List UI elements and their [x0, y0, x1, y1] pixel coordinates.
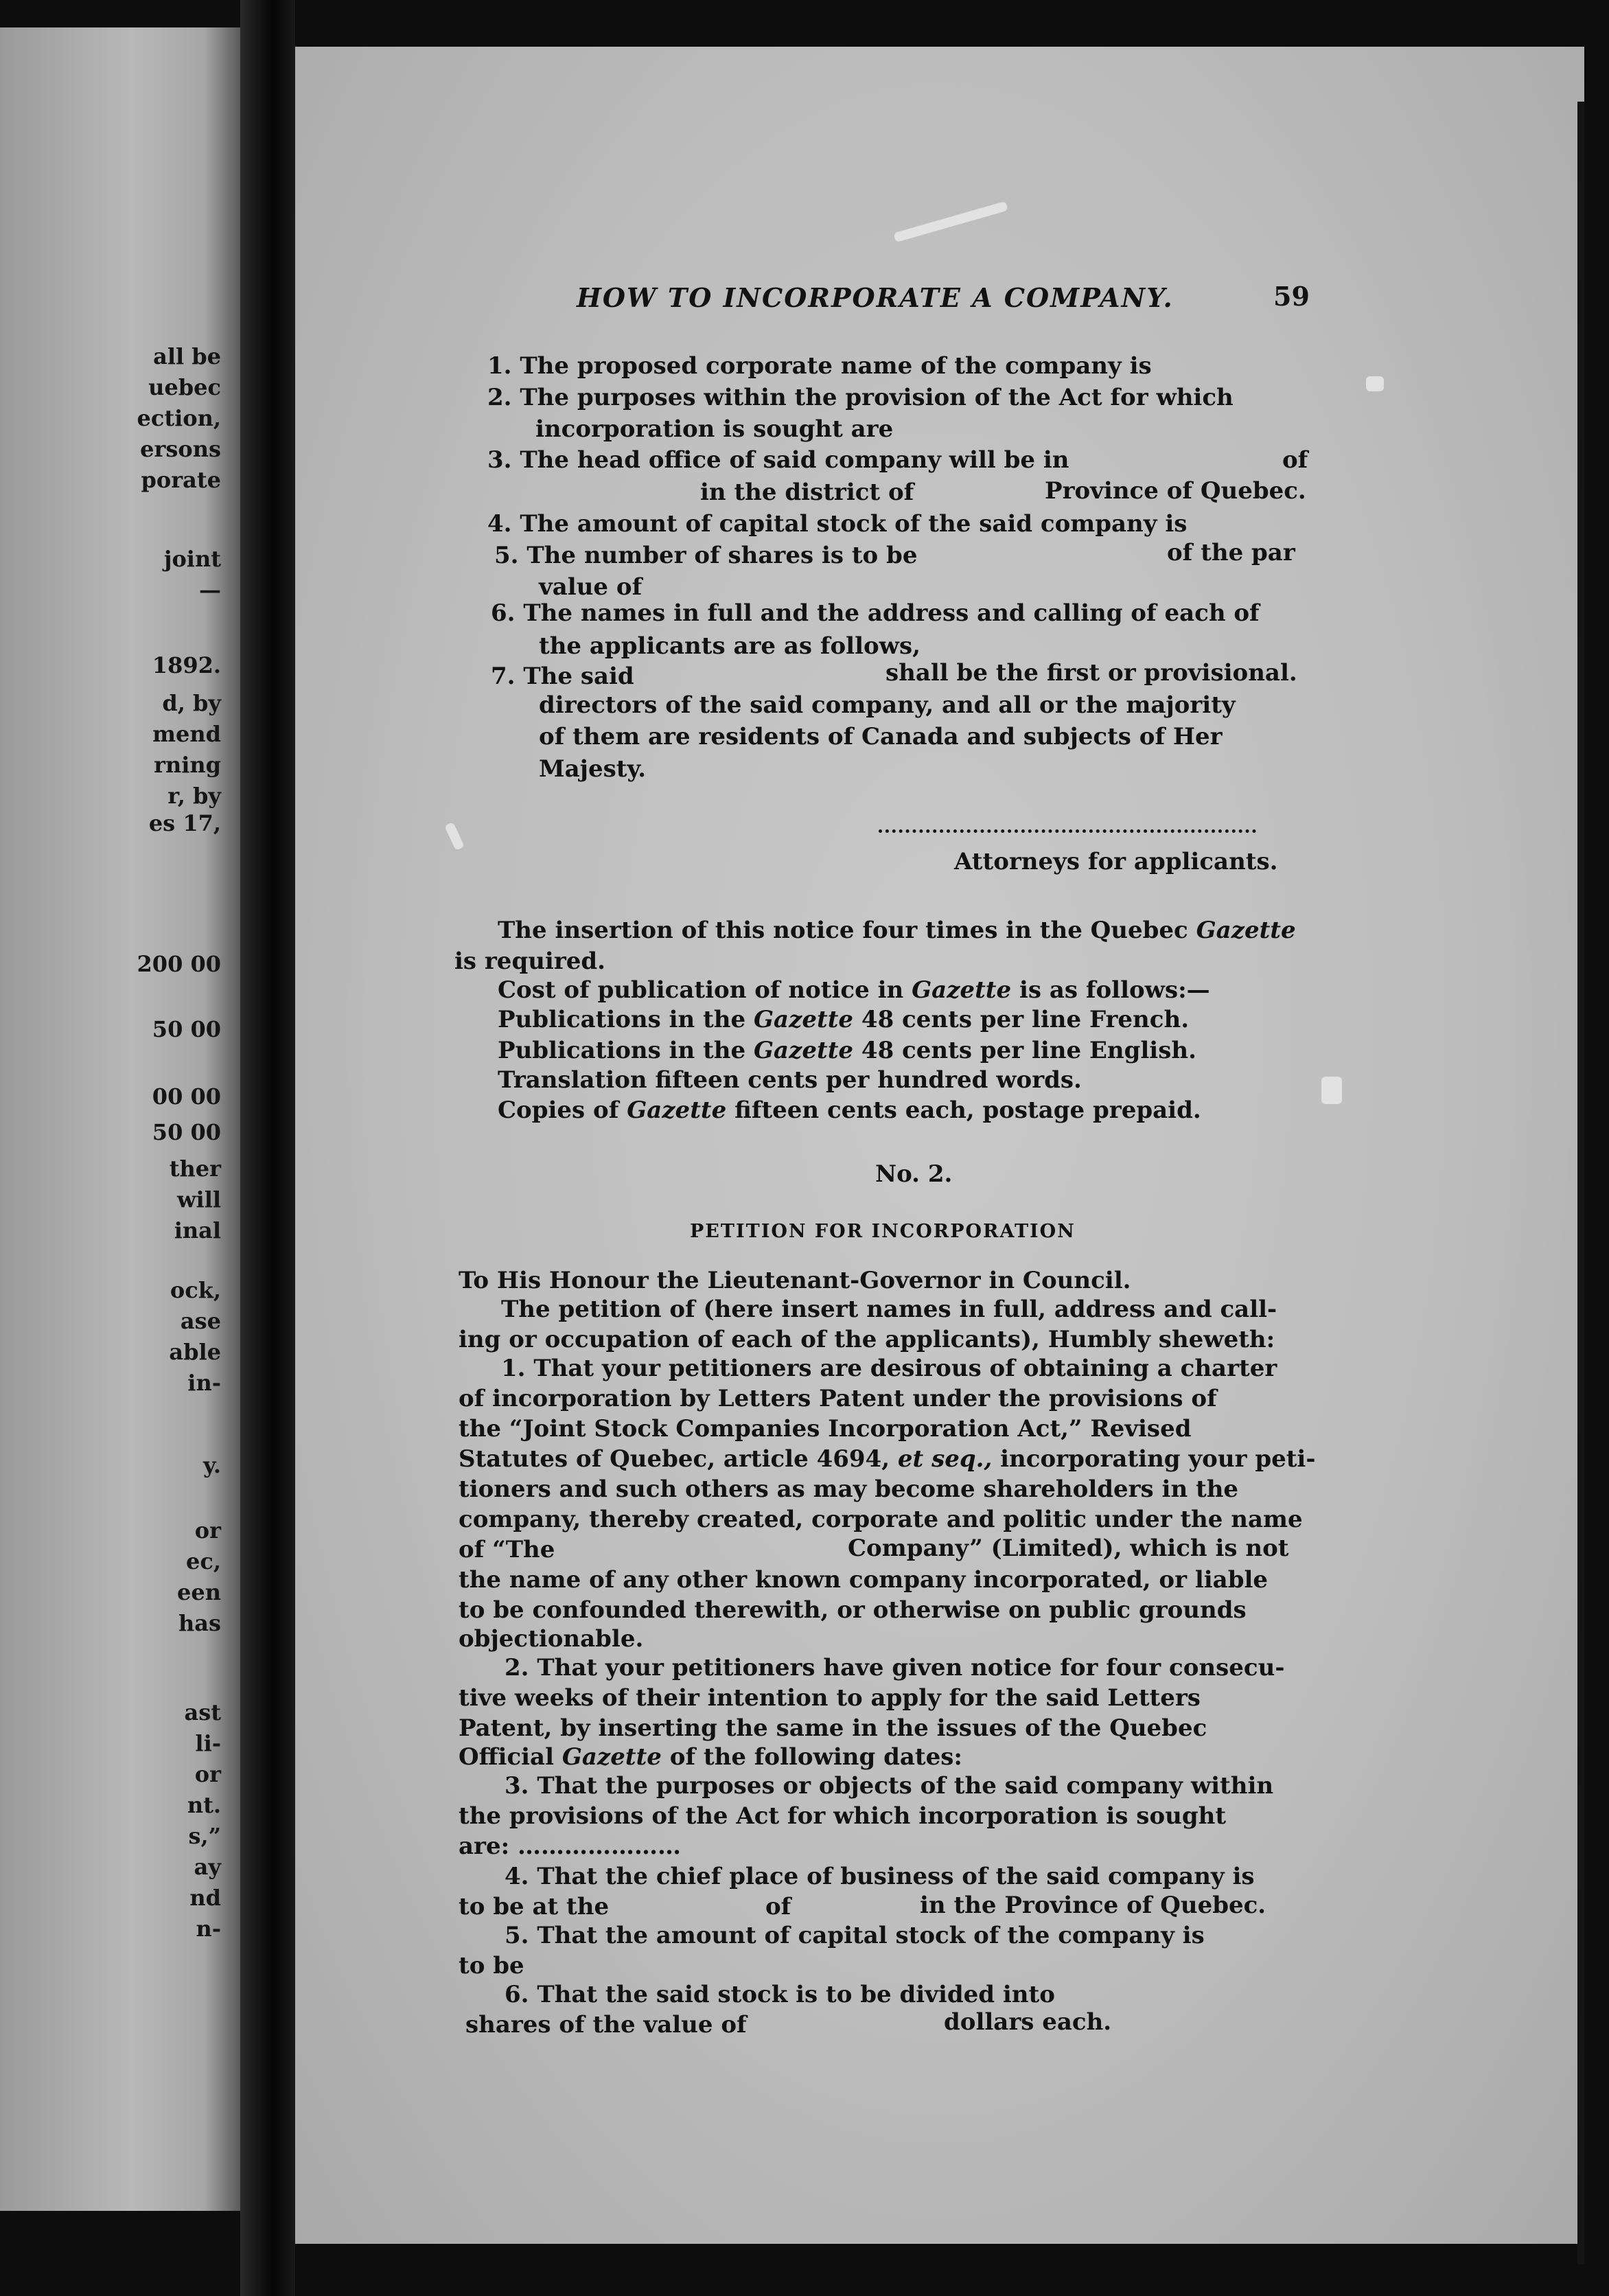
notice-item-2-cont: incorporation is sought are	[535, 415, 894, 443]
notice-item-7-line4: Majesty.	[539, 755, 647, 783]
notice-item-7-line2: directors of the said company, and all or the majority	[539, 691, 1236, 719]
facing-page-line: ast	[184, 1699, 221, 1725]
facing-page-line: has	[178, 1610, 221, 1636]
facing-page-line: ock,	[170, 1277, 221, 1303]
page-number: 59	[1273, 281, 1310, 312]
notice-item-7-line3: of them are residents of Canada and subjects of Her	[539, 723, 1223, 750]
facing-page-line: ay	[194, 1854, 221, 1880]
facing-page-line: een	[177, 1579, 221, 1605]
notice-item-5: 5. The number of shares is to be	[494, 542, 918, 569]
notice-item-2: 2. The purposes within the provision of the Act for which	[487, 384, 1234, 411]
notice-item-4: 4. The amount of capital stock of the said company is	[487, 510, 1188, 538]
facing-page-line: ther	[169, 1156, 221, 1182]
petition-line: 3. That the purposes or objects of the said company within	[505, 1772, 1274, 1800]
petition-line: ing or occupation of each of the applicants), Humbly sheweth:	[459, 1326, 1275, 1353]
facing-page-line: joint	[163, 546, 221, 572]
book-gutter	[240, 0, 295, 2296]
facing-page-line: in-	[187, 1370, 221, 1396]
section-number: No. 2.	[875, 1160, 953, 1188]
facing-page-line: 50 00	[152, 1119, 221, 1145]
petition-line: the provisions of the Act for which incorporation is sought	[459, 1802, 1227, 1830]
english-rate: Publications in the Gazette 48 cents per line English.	[498, 1037, 1196, 1064]
facing-page-line: ersons	[140, 436, 221, 462]
facing-page-line: nd	[189, 1885, 221, 1911]
notice-item-5-par: of the par	[1167, 539, 1295, 566]
section-title: PETITION FOR INCORPORATION	[690, 1221, 1076, 1242]
facing-page-line: li-	[195, 1730, 221, 1756]
paper-scuff	[444, 822, 465, 851]
notice-item-6-cont: the applicants are as follows,	[539, 632, 921, 660]
insertion-notice: The insertion of this notice four times in the Quebec Gazette	[498, 917, 1296, 944]
french-rate: Publications in the Gazette 48 cents per line French.	[498, 1006, 1190, 1033]
facing-page-line: n-	[196, 1916, 221, 1942]
petition-line: company, thereby created, corporate and politic under the name	[459, 1506, 1303, 1533]
cost-line: Cost of publication of notice in Gazette is as follows:—	[498, 976, 1210, 1004]
paper-scuff	[1366, 376, 1384, 391]
petition-line: of	[765, 1893, 791, 1920]
facing-page-line: r, by	[167, 783, 221, 809]
petition-line: 5. That the amount of capital stock of the company is	[505, 1922, 1205, 1949]
facing-page-line: 200 00	[137, 951, 221, 977]
petition-line: 4. That the chief place of business of the said company is	[505, 1863, 1255, 1890]
petition-line: tioners and such others as may become shareholders in the	[459, 1476, 1239, 1503]
facing-page-line: all be	[153, 343, 221, 369]
facing-page-line: nt.	[187, 1792, 221, 1818]
petition-line: shares of the value of	[465, 2011, 747, 2039]
petition-line: The petition of (here insert names in full, address and call-	[501, 1296, 1277, 1323]
book-page	[295, 47, 1584, 2244]
facing-page-line: y.	[202, 1452, 221, 1478]
facing-page-line: ection,	[137, 405, 221, 431]
paper-scuff	[1321, 1077, 1342, 1104]
petition-line: to be	[459, 1952, 524, 1979]
notice-item-3-cont: in the district of	[700, 479, 914, 506]
facing-page-fragment	[0, 27, 240, 2211]
facing-page-line: —	[199, 577, 221, 603]
facing-page-line: porate	[141, 467, 221, 493]
petition-line: the “Joint Stock Companies Incorporation Act,” Revised	[459, 1415, 1192, 1443]
facing-page-line: or	[194, 1517, 221, 1543]
petition-line: to be at the	[459, 1893, 610, 1920]
facing-page-line: uebec	[148, 374, 221, 400]
petition-line: 2. That your petitioners have given notice for four consecu-	[505, 1654, 1285, 1681]
notice-item-3-province: Province of Quebec.	[1045, 477, 1306, 505]
copies-rate: Copies of Gazette fifteen cents each, postage prepaid.	[498, 1097, 1201, 1124]
petition-line: are: …………………	[459, 1833, 681, 1860]
facing-page-line: 50 00	[152, 1016, 221, 1042]
petition-line: objectionable.	[459, 1625, 644, 1653]
petition-line: Company” (Limited), which is not	[848, 1535, 1289, 1562]
facing-page-line: ec,	[186, 1548, 221, 1574]
running-title: HOW TO INCORPORATE A COMPANY.	[577, 282, 1174, 313]
facing-page-line: es 17,	[148, 810, 221, 836]
facing-page-line: 1892.	[152, 652, 221, 678]
page-edge	[1577, 102, 1584, 2264]
petition-line: the name of any other known company incorporated, or liable	[459, 1566, 1269, 1594]
facing-page-line: 00 00	[152, 1083, 221, 1110]
facing-page-line: able	[169, 1339, 221, 1365]
petition-line: in the Province of Quebec.	[920, 1892, 1266, 1919]
facing-page-line: ase	[180, 1308, 221, 1334]
petition-address: To His Honour the Lieutenant-Governor in Council.	[459, 1267, 1131, 1294]
petition-line: of incorporation by Letters Patent under the provisions of	[459, 1385, 1217, 1412]
notice-item-6: 6. The names in full and the address and calling of each of	[491, 599, 1260, 627]
notice-item-5-cont: value of	[539, 573, 643, 601]
petition-line: tive weeks of their intention to apply for the said Letters	[459, 1684, 1201, 1712]
petition-line: of “The	[459, 1536, 555, 1563]
signature-line	[879, 829, 1256, 833]
facing-page-line: d, by	[162, 690, 221, 716]
facing-page-line: s,”	[188, 1823, 221, 1849]
facing-page-line: rning	[154, 752, 221, 778]
notice-item-3-of: of	[1282, 446, 1308, 474]
petition-line: 1. That your petitioners are desirous of obtaining a charter	[501, 1355, 1277, 1382]
facing-page-line: or	[194, 1761, 221, 1787]
petition-line: Patent, by inserting the same in the issues of the Quebec	[459, 1714, 1207, 1742]
petition-line: Statutes of Quebec, article 4694, et seq., incorporating your peti-	[459, 1445, 1316, 1473]
petition-line: Official Gazette of the following dates:	[459, 1743, 962, 1771]
petition-line: to be confounded therewith, or otherwise on public grounds	[459, 1596, 1247, 1624]
notice-item-7: 7. The said	[491, 663, 634, 690]
facing-page-line: mend	[152, 721, 221, 747]
petition-line: dollars each.	[944, 2008, 1112, 2036]
notice-item-1: 1. The proposed corporate name of the company is	[487, 352, 1152, 380]
insertion-notice-cont: is required.	[454, 948, 606, 975]
paper-scuff	[893, 201, 1008, 242]
attorneys-label: Attorneys for applicants.	[954, 848, 1278, 875]
facing-page-line: inal	[174, 1217, 221, 1243]
notice-item-7-rest: shall be the first or provisional.	[885, 659, 1297, 687]
facing-page-line: will	[176, 1186, 221, 1213]
notice-item-3: 3. The head office of said company will be in	[487, 446, 1069, 474]
translation-rate: Translation fifteen cents per hundred words.	[498, 1066, 1082, 1094]
petition-line: 6. That the said stock is to be divided into	[505, 1981, 1055, 2008]
